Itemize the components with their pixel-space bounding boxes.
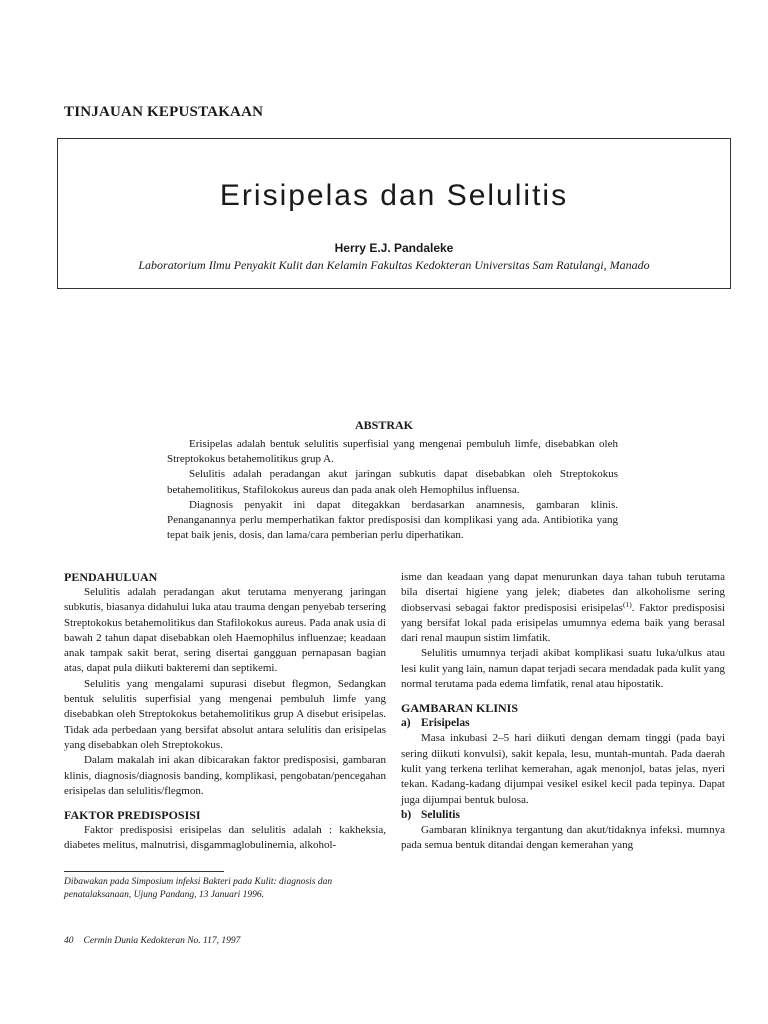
- body-paragraph: Selulitis adalah peradangan akut terutama menyerang jaringan subkutis, biasanya didahului luka atau trauma dengan penyebab tersering Streptokokus betahemolitikus dan Stafilokokus aureus. Pada anak usia di bawah 2 tahun dapat disebabkan oleh Haemophilus influenzae; keadaan anak tampak sakit berat, sering disertai gangguan pernapasan bagian atas, dapat pula diikuti bakteremi dan septikemi.: [64, 586, 386, 675]
- abstract-body: [167, 437, 618, 543]
- heading-gambaran-klinis: GAMBARAN KLINIS: [401, 701, 519, 716]
- abstract-paragraph: Selulitis adalah peradangan akut jaringan subkutis dapat disebabkan oleh Streptokokus betahemolitikus, Stafilokokus aureus dan pada anak oleh Hemophilus influensa.: [167, 468, 618, 496]
- abstract-paragraph: Diagnosis penyakit ini dapat ditegakkan berdasarkan anamnesis, gambaran klinis. Penanganannya perlu memperhatikan faktor predisposisi dan komplikasi yang ada. Antibiotika yang tepat baik jenis, dosis, dan lama/cara pemberian perlu diperhatikan.: [167, 498, 618, 542]
- body-paragraph: Selulitis umumnya terjadi akibat komplikasi suatu luka/ulkus atau lesi kulit yang lain, namun dapat terjadi secara mendadak pada kulit yang normal terutama pada edema limfatik, renal atau hipostatik.: [401, 647, 725, 691]
- body-paragraph: Selulitis yang mengalami supurasi disebut flegmon, Sedangkan bentuk selulitis superfisial yang mengenai pembuluh limfe yang disebabkan oleh Streptokokus betahemolitikus grup A disebut erisipelas. Tidak ada perbedaan yang bersifat absolut antara selulitis dan erisipelas yang disebabkan oleh Streptokokus.: [64, 677, 386, 751]
- author-name: Herry E.J. Pandaleke: [334, 241, 454, 255]
- body-text: . Faktor predisposisi yang bersifat lokal pada erisipelas umumnya edema baik yang berasal dari renal maupun sistim limfatik.: [401, 601, 725, 645]
- abstract-heading: ABSTRAK: [354, 418, 413, 432]
- subheading-title: Erisipelas: [421, 717, 470, 730]
- body-paragraph: Dalam makalah ini akan dibicarakan faktor predisposisi, gambaran klinis, diagnosis/diagnosis banding, komplikasi, pengobatan/pencegahan erisipelas dan selulitis/flegmon.: [64, 754, 386, 797]
- subheading-title: Selulitis: [421, 808, 460, 821]
- title-box: [57, 138, 731, 289]
- body-paragraph: [401, 570, 725, 646]
- author-affiliation: Laboratorium Ilmu Penyakit Kulit dan Kelamin Fakultas Kedokteran Universitas Sam Ratulangi, Manado: [138, 258, 650, 272]
- citation-ref: (1): [622, 599, 632, 609]
- article-title: Erisipelas dan Selulitis: [219, 179, 569, 212]
- body-paragraph: Faktor predisposisi erisipelas dan selulitis adalah : kakheksia, diabetes melitus, malnutrisi, disgammaglobulinemia, alkohol-: [64, 824, 386, 852]
- right-column: [401, 570, 725, 853]
- footnote: Dibawakan pada Simposium infeksi Bakteri pada Kulit: diagnosis dan penatalaksanaan, Ujung Pandang, 13 Januari 1996.: [64, 877, 333, 900]
- subheading-index: b): [401, 808, 412, 821]
- journal-citation: Cermin Dunia Kedokteran No. 117, 1997: [83, 936, 241, 946]
- footnote-rule: [64, 871, 224, 872]
- body-text: isme dan keadaan yang dapat menurunkan daya tahan tubuh terutama bila disertai higiene yang jelek; diabetes dan alkoholisme sering diobservasi sebagai faktor predisposisi erisipelas: [401, 571, 725, 614]
- heading-faktor-predisposisi: FAKTOR PREDISPOSISI: [64, 808, 201, 823]
- left-column: [64, 570, 386, 854]
- heading-pendahuluan: PENDAHULUAN: [64, 570, 158, 584]
- section-label: TINJAUAN KEPUSTAKAAN: [64, 104, 264, 120]
- subheading-erisipelas: [401, 716, 725, 731]
- abstract-paragraph: Erisipelas adalah bentuk selulitis superfisial yang mengenai pembuluh limfe, disebabkan oleh Streptokokus betahemolitikus grup A.: [167, 438, 618, 466]
- subheading-index: a): [401, 717, 411, 730]
- page-number: 40: [64, 936, 74, 946]
- page-footer: [64, 936, 240, 946]
- body-paragraph: Gambaran kliniknya tergantung dan akut/tidaknya infeksi. mumnya pada semua bentuk ditandai dengan kemerahan yang: [401, 823, 725, 852]
- body-paragraph: Masa inkubasi 2–5 hari diikuti dengan demam tinggi (pada bayi sering diikuti konvulsi), sakit kepala, lesu, muntah-muntah. Pada daerah kulit yang terkena terlihat kemerahan, agak menonjol, batas jelas, nyeri tekan. Kadang-kadang dijumpai vesikel esikel kecil pada tepinya. Dapat juga dijumpai bentuk bulosa.: [401, 732, 725, 806]
- subheading-selulitis: [401, 808, 725, 823]
